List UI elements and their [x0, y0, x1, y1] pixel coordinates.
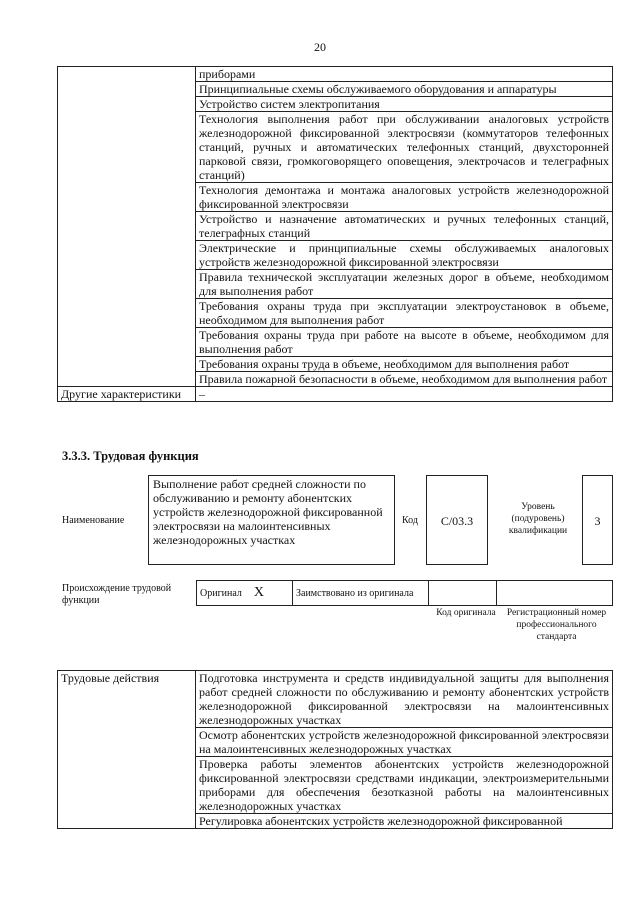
- qualification-level-value: 3: [582, 475, 613, 565]
- origin-original-mark: X: [253, 585, 265, 600]
- function-name-value: Выполнение работ средней сложности по обслуживанию и ремонту абонентских устройств железнодорожной фиксированной электросвязи на малоинтенсивных железнодорожных участках: [148, 475, 395, 565]
- knowledge-item: Технология демонтажа и монтажа аналоговых устройств железнодорожной фиксированной электросвязи: [196, 183, 613, 212]
- knowledge-label-cell: [58, 67, 196, 387]
- origin-label: Происхождение трудовой функции: [62, 583, 172, 606]
- origin-original-cell: [197, 581, 293, 606]
- knowledge-item: Требования охраны труда при эксплуатации электроустановок в объеме, необходимом для выполнения работ: [196, 299, 613, 328]
- labor-action-item: Осмотр абонентских устройств железнодорожной фиксированной электросвязи на малоинтенсивных железнодорожных участках: [196, 728, 613, 757]
- origin-original-label: Оригинал: [200, 588, 242, 599]
- knowledge-item: Устройство систем электропитания: [196, 97, 613, 112]
- knowledge-item: Правила пожарной безопасности в объеме, необходимом для выполнения работ: [196, 372, 613, 387]
- function-code-value: C/03.3: [426, 475, 488, 565]
- origin-borrowed-label: Заимствовано из оригинала: [293, 581, 429, 606]
- page-number: 20: [314, 40, 326, 54]
- qualification-level-label: Уровень (подуровень) квалификации: [508, 502, 568, 536]
- origin-code-cell: [429, 581, 497, 606]
- knowledge-table: [57, 66, 613, 402]
- other-characteristics-label: Другие характеристики: [58, 387, 196, 402]
- knowledge-item: приборами: [196, 67, 613, 82]
- origin-table: [196, 580, 613, 606]
- knowledge-item: Требования охраны труда в объеме, необходимом для выполнения работ: [196, 357, 613, 372]
- function-name-label: Наименование: [62, 515, 125, 526]
- other-characteristics-value: –: [196, 387, 613, 402]
- labor-action-item: Регулировка абонентских устройств железнодорожной фиксированной: [196, 814, 613, 829]
- labor-actions-label: Трудовые действия: [58, 671, 196, 829]
- section-heading: 3.3.3. Трудовая функция: [62, 449, 199, 463]
- origin-reg-caption: Регистрационный номер профессионального стандарта: [506, 608, 607, 642]
- knowledge-item: Правила технической эксплуатации железных дорог в объеме, необходимом для выполнения работ: [196, 270, 613, 299]
- knowledge-item: Устройство и назначение автоматических и ручных телефонных станций, телеграфных станций: [196, 212, 613, 241]
- knowledge-item: Технология выполнения работ при обслуживании аналоговых устройств железнодорожной фиксированной электросвязи (коммутаторов телефонных станций, ручных и автоматических телефонных станций, двухсторонней парковой связи, громкоговорящего оповещения, электрочасов и телеграфных станций): [196, 112, 613, 183]
- labor-action-item: Проверка работы элементов абонентских устройств железнодорожной фиксированной электросвязи средствами индикации, электроизмерительными приборами для обеспечения безотказной работы на малоинтенсивных железнодорожных участках: [196, 757, 613, 814]
- origin-reg-cell: [497, 581, 613, 606]
- knowledge-item: Требования охраны труда при работе на высоте в объеме, необходимом для выполнения работ: [196, 328, 613, 357]
- labor-action-item: Подготовка инструмента и средств индивидуальной защиты для выполнения работ средней сложности по обслуживанию и ремонту абонентских устройств железнодорожной фиксированной электросвязи на малоинтенсивных железнодорожных участках: [196, 671, 613, 728]
- knowledge-item: Принципиальные схемы обслуживаемого оборудования и аппаратуры: [196, 82, 613, 97]
- labor-actions-table: [57, 670, 613, 829]
- origin-code-caption: Код оригинала: [436, 608, 496, 618]
- function-code-label: Код: [402, 515, 418, 526]
- knowledge-item: Электрические и принципиальные схемы обслуживаемых аналоговых устройств железнодорожной фиксированной электросвязи: [196, 241, 613, 270]
